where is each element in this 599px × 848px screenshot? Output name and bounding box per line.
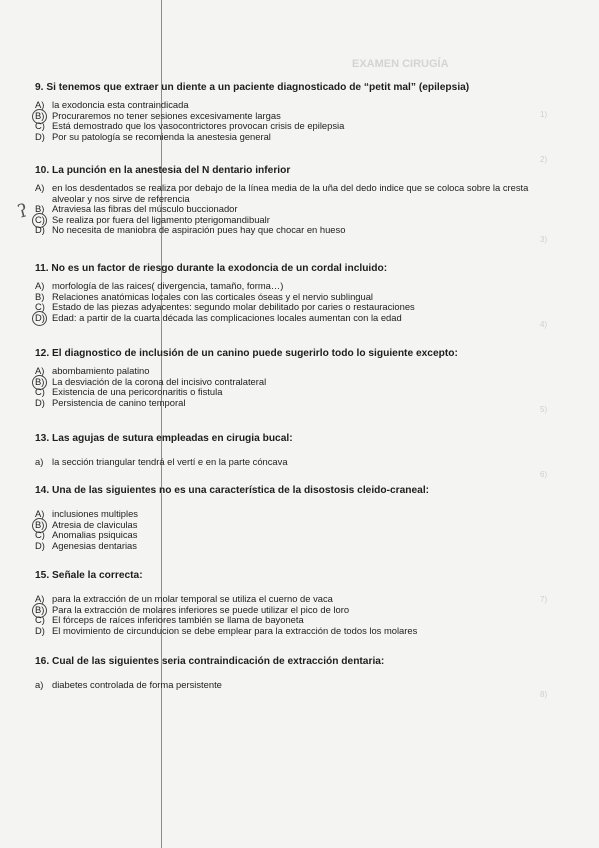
handwritten-mark-icon: ʔ <box>15 200 31 223</box>
question-title: 10. La punción en la anestesia del N dentario inferior <box>35 165 291 176</box>
question-15 <box>35 570 555 636</box>
option-c: C) El fórceps de raíces inferiores también se llama de bayoneta <box>35 614 304 626</box>
question-13 <box>35 433 555 468</box>
option-d: D) Edad: a partir de la cuarta década las complicaciones locales aumentan con la edad <box>35 313 555 324</box>
option-b: B) Atresia de claviculas <box>35 520 555 531</box>
option-a: A) en los desdentados se realiza por debajo de la línea media de la uña del dedo indice que se coloca sobre la cresta alveolar y nos sirve de referencia <box>35 182 529 204</box>
option-d: D) Por su patología se recomienda la anestesia general <box>35 130 271 142</box>
option-b: B) La desviación de la corona del incisivo contralateral <box>35 377 555 388</box>
question-12 <box>35 348 555 408</box>
option-c: C) Estado de las piezas adyacentes: segundo molar debilitado por caries o restauraciones <box>35 301 415 313</box>
question-14 <box>35 485 555 551</box>
question-title: 9. Si tenemos que extraer un diente a un paciente diagnosticado de “petit mal” (epilepsia) <box>35 82 470 93</box>
question-11 <box>35 263 555 323</box>
bleed-through-number: 1) <box>540 110 548 119</box>
option-c: C) Está demostrado que los vasocontrictores provocan crisis de epilepsia <box>35 120 345 132</box>
option-b: B) Atraviesa las fibras del músculo buccionador <box>35 203 238 215</box>
question-9 <box>35 82 555 142</box>
bleed-through-number: 3) <box>540 235 548 244</box>
option-c: C) Existencia de una pericoronaritis o fistula <box>35 386 223 398</box>
bleed-through-number: 8) <box>540 690 548 699</box>
option-a: A) morfología de las raices( divergencia, tamaño, forma…) <box>35 280 284 291</box>
option-c: C) Se realiza por fuera del ligamento pterigomandibualr <box>35 215 555 226</box>
bleed-through-number: 7) <box>540 595 548 604</box>
option-b: B) Procuraremos no tener sesiones excesivamente largas <box>35 111 555 122</box>
question-16 <box>35 656 555 691</box>
option-a: A) abombamiento palatino <box>35 365 150 376</box>
bleed-through-number: 2) <box>540 155 548 164</box>
question-10 <box>35 165 555 236</box>
option-a: a) diabetes controlada de forma persistente <box>35 679 222 690</box>
question-title: 15. Señale la correcta: <box>35 570 143 581</box>
question-title: 12. El diagnostico de inclusión de un canino puede sugerirlo todo lo siguiente excepto: <box>35 348 458 359</box>
bleed-through-title: EXAMEN CIRUGÍA <box>352 58 449 70</box>
question-title: 11. No es un factor de riesgo durante la exodoncia de un cordal incluido: <box>35 263 388 274</box>
bleed-through-number: 4) <box>540 320 548 329</box>
question-title: 14. Una de las siguientes no es una característica de la disostosis cleido-craneal: <box>35 485 430 496</box>
option-a: A) para la extracción de un molar temporal se utiliza el cuerno de vaca <box>35 593 333 604</box>
option-b: B) Para la extracción de molares inferiores se puede utilizar el pico de loro <box>35 605 555 616</box>
bleed-through-number: 5) <box>540 405 548 414</box>
option-a: A) la exodoncia esta contraindicada <box>35 99 189 110</box>
option-d: D) Persistencia de canino temporal <box>35 396 186 408</box>
option-d: D) No necesita de maniobra de aspiración pues hay que chocar en hueso <box>35 224 346 236</box>
option-a: a) la sección triangular tendrá el vertí e en la parte cóncava <box>35 456 288 467</box>
answer-circle-icon <box>32 311 47 326</box>
question-title: 16. Cual de las siguientes seria contraindicación de extracción dentaria: <box>35 656 385 667</box>
option-b: B) Relaciones anatómicas locales con las corticales óseas y el nervio sublingual <box>35 290 374 302</box>
option-a: A) inclusiones multiples <box>35 508 138 519</box>
option-d: D) Agenesias dentarias <box>35 539 137 551</box>
question-title: 13. Las agujas de sutura empleadas en cirugia bucal: <box>35 433 293 444</box>
bleed-through-number: 6) <box>540 470 548 479</box>
option-d: D) El movimiento de circunducion se debe emplear para la extracción de todos los molares <box>35 624 418 636</box>
option-c: C) Anomalias psiquicas <box>35 529 138 541</box>
